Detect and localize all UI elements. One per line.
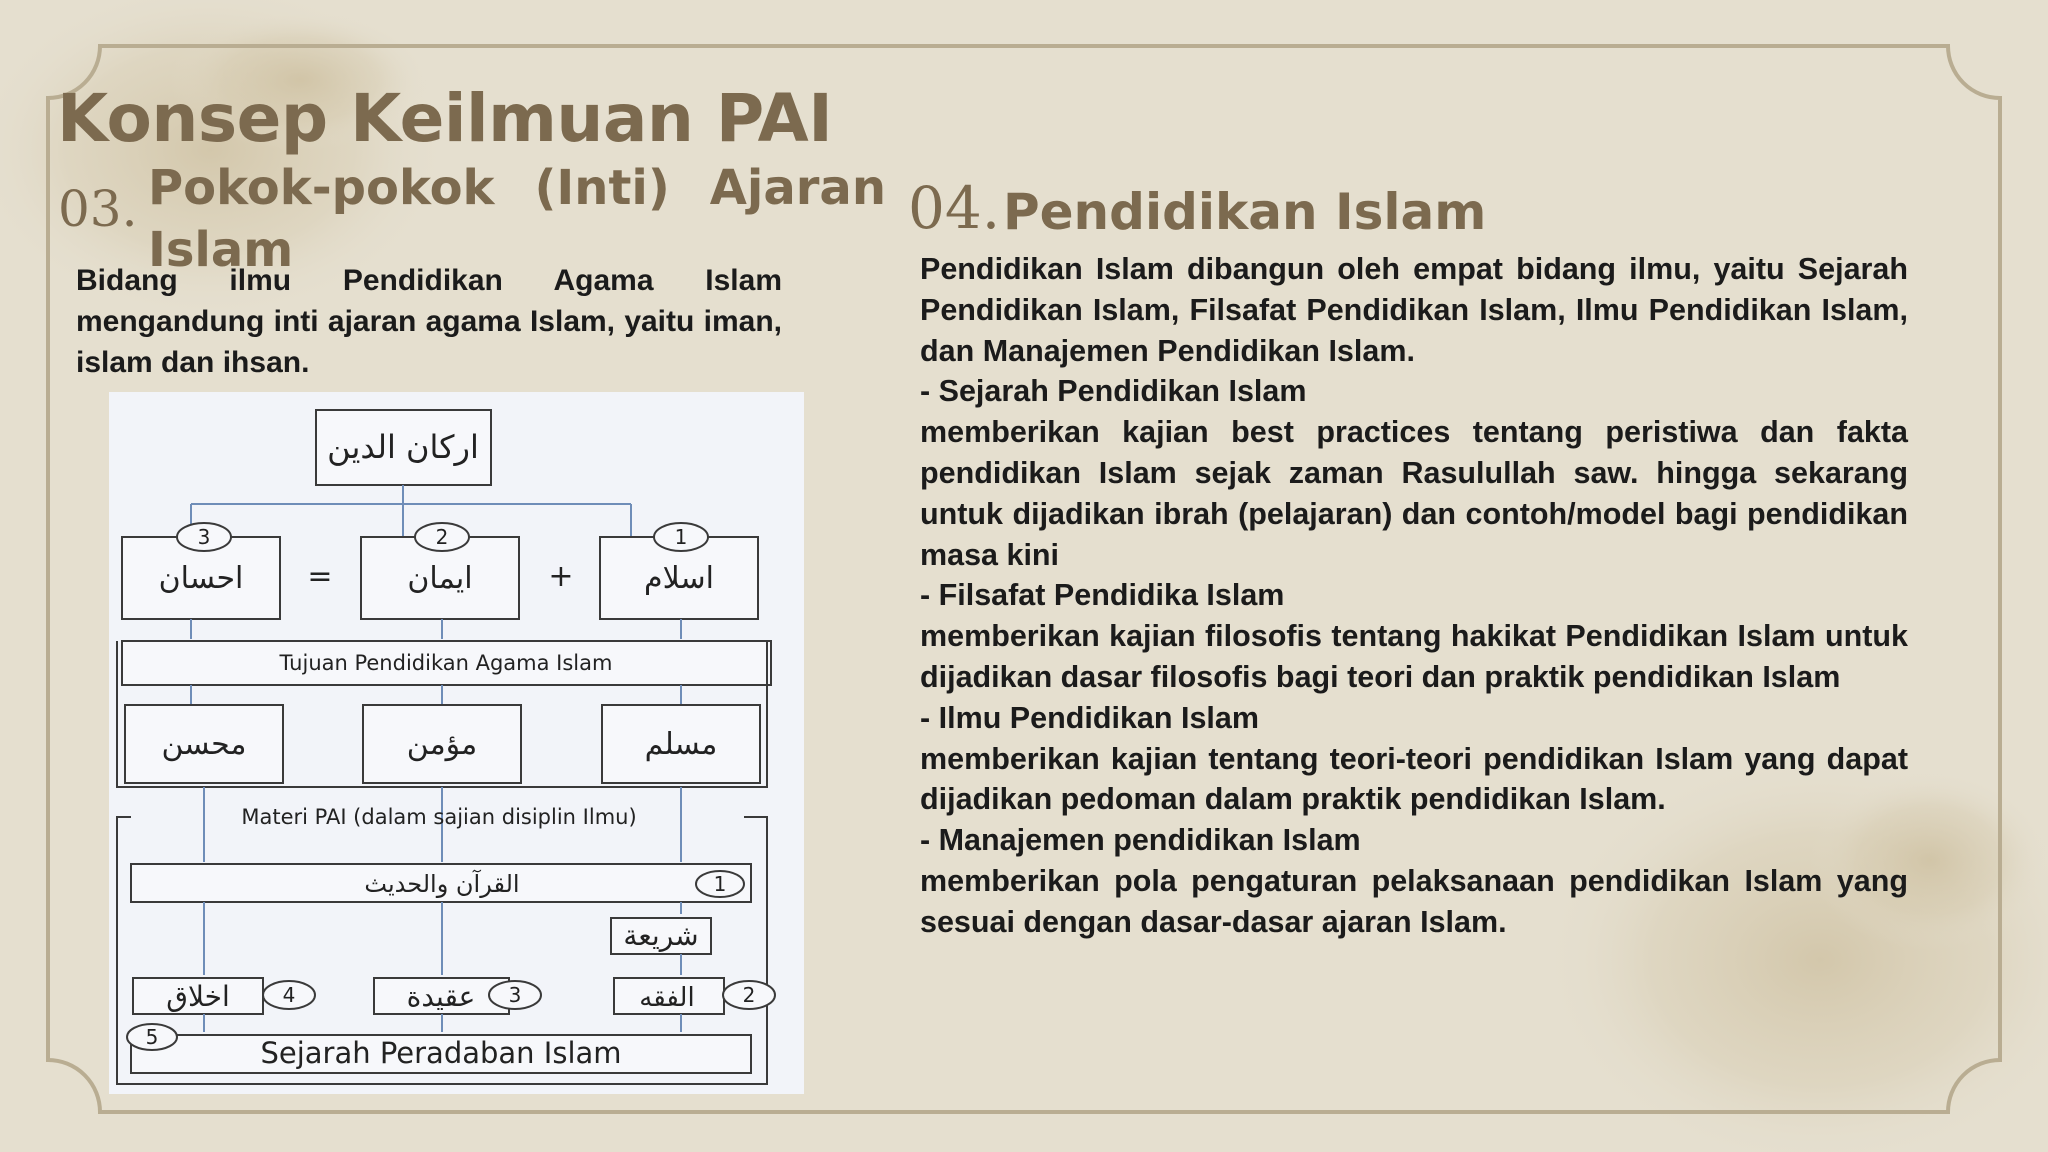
connector-lines	[191, 485, 631, 537]
person-label: مؤمن	[406, 727, 478, 762]
section-heading-03-line1: Pokok-pokok (Inti) Ajaran	[148, 160, 886, 216]
pillar-number: 1	[674, 525, 688, 549]
section-number-03: 03.	[58, 180, 138, 238]
arrows-to-history	[204, 1014, 681, 1032]
person-label: محسن	[161, 727, 247, 762]
top-label: اركان الدين	[327, 428, 479, 466]
plus-operator: +	[548, 559, 574, 594]
history-number: 5	[145, 1025, 159, 1049]
section-04-paragraph: memberikan pola pengaturan pelaksanaan pendidikan Islam yang sesuai dengan dasar-dasar ajaran Islam.	[920, 863, 1908, 939]
subject-label: الفقه	[639, 983, 695, 1013]
section-04-subheading: - Ilmu Pendidikan Islam	[920, 700, 1259, 735]
quran-label: القرآن والحديث	[364, 870, 520, 898]
section-04-paragraph: memberikan kajian best practices tentang peristiwa dan fakta pendidikan Islam sejak zaman Rasulullah saw. hingga sekarang untuk dijadikan ibrah (pelajaran) dan contoh/model bagi pendidikan masa kini	[920, 415, 1908, 572]
subject-label: اخلاق	[166, 980, 230, 1013]
subject-label: عقيدة	[406, 980, 476, 1013]
slide-title: Konsep Keilmuan PAI	[57, 80, 833, 157]
section-04-subheading: - Manajemen pendidikan Islam	[920, 823, 1361, 858]
section-04-paragraph: memberikan kajian tentang teori-teori pendidikan Islam yang dapat dijadikan pedoman dalam praktik pendidikan Islam.	[920, 741, 1908, 817]
pillar-number: 2	[435, 525, 449, 549]
section-heading-03-line2: Islam	[148, 222, 294, 278]
subject-number: 3	[508, 983, 522, 1007]
person-label: مسلم	[644, 727, 718, 762]
syariah-label: شريعة	[623, 919, 699, 952]
arrows-to-persons	[191, 685, 681, 705]
pillar-label: ايمان	[407, 561, 473, 596]
history-label: Sejarah Peradaban Islam	[260, 1036, 622, 1070]
subject-number: 4	[282, 983, 296, 1007]
section-heading-04: Pendidikan Islam	[1003, 183, 1487, 241]
section-04-body	[920, 249, 1908, 943]
equals-operator: =	[307, 559, 333, 594]
quran-number: 1	[713, 872, 727, 896]
section-04-paragraph: memberikan kajian filosofis tentang hakikat Pendidikan Islam untuk dijadikan dasar filosofis bagi teori dan praktik pendidikan Islam	[920, 619, 1908, 694]
pillar-number: 3	[197, 525, 211, 549]
pillar-label: اسلام	[644, 561, 714, 596]
pillars-diagram	[109, 392, 804, 1094]
arrows-to-goal	[191, 619, 681, 639]
section-04-paragraph: Pendidikan Islam dibangun oleh empat bidang ilmu, yaitu Sejarah Pendidikan Islam, Filsafat Pendidikan Islam, Ilmu Pendidikan Islam, dan Manajemen Pendidikan Islam.	[920, 252, 1908, 368]
section-number-04: 04.	[908, 174, 1001, 242]
pillar-label: احسان	[158, 561, 244, 596]
section-03-description: Bidang ilmu Pendidikan Agama Islam mengandung inti ajaran agama Islam, yaitu iman, islam dan ihsan.	[76, 264, 782, 379]
section-04-subheading: - Sejarah Pendidikan Islam	[920, 374, 1307, 409]
goal-label: Tujuan Pendidikan Agama Islam	[279, 651, 613, 675]
section-04-subheading: - Filsafat Pendidika Islam	[920, 578, 1285, 613]
arrows-from-quran	[204, 902, 681, 975]
materi-label: Materi PAI (dalam sajian disiplin Ilmu)	[241, 805, 637, 829]
pillars-diagram-svg	[109, 392, 804, 1094]
subject-number: 2	[742, 983, 756, 1007]
